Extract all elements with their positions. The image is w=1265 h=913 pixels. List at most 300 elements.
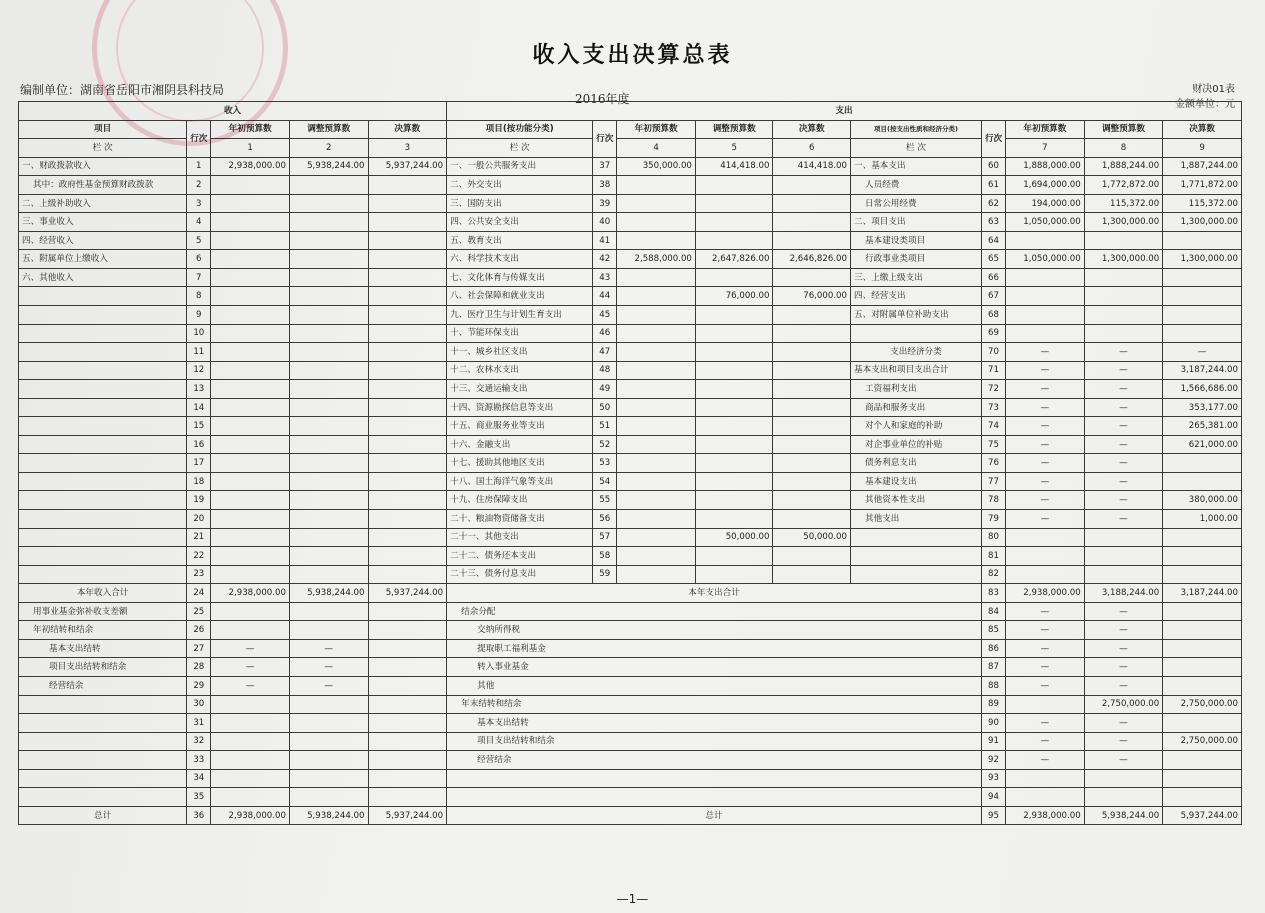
expense-func-final-amount: 414,418.00 [773,157,851,176]
expense-econ-row-no: 68 [981,306,1005,325]
income-row-no: 17 [187,454,211,473]
col-header-final: 决算数 [368,120,447,139]
expense-func-row-no: 54 [593,472,617,491]
expense-summary-item: 年末结转和结余 [447,695,982,714]
expense-func-final-amount: 50,000.00 [773,528,851,547]
expense-initial-budget: 2,938,000.00 [1006,584,1085,603]
income-row-no: 36 [187,806,211,825]
expense-row-no: 86 [981,639,1005,658]
expense-func-item: 二十三、债务付息支出 [447,565,593,584]
summary-row [19,695,1242,714]
expense-final-amount [1163,751,1242,770]
expense-func-final-amount [773,361,851,380]
col-header-item-econ: 项目(按支出性质和经济分类) [851,120,982,139]
income-item [19,788,187,807]
expense-summary-item [447,788,982,807]
expense-func-adjusted-budget: 414,418.00 [695,157,773,176]
expense-summary-item: 基本支出结转 [447,714,982,733]
income-final-amount: 5,937,244.00 [368,806,447,825]
expense-econ-item: 一、基本支出 [851,157,982,176]
expense-func-initial-budget: 350,000.00 [617,157,696,176]
expense-func-initial-budget [617,176,696,195]
income-initial-budget [211,176,290,195]
expense-adjusted-budget [1084,788,1163,807]
income-final-amount [368,250,447,269]
expense-func-item: 十六、金融支出 [447,435,593,454]
expense-econ-item: 商品和服务支出 [851,398,982,417]
expense-econ-row-no: 70 [981,343,1005,362]
expense-econ-initial-budget: 1,888,000.00 [1006,157,1085,176]
expense-summary-item [447,769,982,788]
expense-row-no: 94 [981,788,1005,807]
table-row [19,157,1242,176]
income-item: 本年收入合计 [19,584,187,603]
table-row [19,398,1242,417]
expense-econ-item: 二、项目支出 [851,213,982,232]
income-adjusted-budget [289,380,368,399]
col-index: 3 [368,139,447,158]
income-final-amount [368,565,447,584]
expense-econ-adjusted-budget: — [1084,417,1163,436]
expense-func-item: 十、节能环保支出 [447,324,593,343]
income-item [19,547,187,566]
expense-func-adjusted-budget [695,380,773,399]
expense-func-initial-budget [617,528,696,547]
table-row [19,306,1242,325]
col-header-initial: 年初预算数 [1006,120,1085,139]
expense-econ-final-amount [1163,306,1242,325]
col-index: 1 [211,139,290,158]
income-final-amount [368,268,447,287]
expense-func-final-amount [773,231,851,250]
expense-func-item: 十七、援助其他地区支出 [447,454,593,473]
income-final-amount: 5,937,244.00 [368,584,447,603]
income-initial-budget [211,528,290,547]
expense-econ-item: 债务利息支出 [851,454,982,473]
expense-summary-item: 总计 [447,806,982,825]
income-row-no: 35 [187,788,211,807]
expense-func-item: 三、国防支出 [447,194,593,213]
expense-econ-final-amount [1163,324,1242,343]
income-row-no: 7 [187,268,211,287]
expense-econ-adjusted-budget [1084,287,1163,306]
expense-econ-adjusted-budget: — [1084,380,1163,399]
col-index: 5 [695,139,773,158]
expense-func-row-no: 44 [593,287,617,306]
expense-econ-initial-budget: — [1006,472,1085,491]
expense-func-row-no: 51 [593,417,617,436]
expense-summary-item: 经营结余 [447,751,982,770]
expense-adjusted-budget: — [1084,751,1163,770]
income-initial-budget [211,306,290,325]
expense-func-adjusted-budget [695,306,773,325]
expense-econ-final-amount: 1,887,244.00 [1163,157,1242,176]
expense-summary-item: 其他 [447,676,982,695]
income-initial-budget [211,472,290,491]
expense-econ-row-no: 72 [981,380,1005,399]
expense-final-amount [1163,788,1242,807]
expense-econ-adjusted-budget: — [1084,361,1163,380]
expense-func-initial-budget [617,194,696,213]
expense-econ-final-amount [1163,565,1242,584]
income-adjusted-budget [289,213,368,232]
expense-summary-item: 提取职工福利基金 [447,639,982,658]
income-row-no: 22 [187,547,211,566]
expense-econ-item: 基本建设支出 [851,472,982,491]
income-row-no: 18 [187,472,211,491]
expense-func-row-no: 49 [593,380,617,399]
expense-func-row-no: 43 [593,268,617,287]
income-item: 基本支出结转 [19,639,187,658]
income-initial-budget [211,417,290,436]
expense-summary-item: 结余分配 [447,602,982,621]
income-adjusted-budget [289,287,368,306]
income-item: 六、其他收入 [19,268,187,287]
col-header-rowno: 行次 [187,120,211,157]
col-header-initial: 年初预算数 [617,120,696,139]
form-number: 财决01表 [1192,84,1235,95]
expense-econ-initial-budget: — [1006,380,1085,399]
expense-func-item: 四、公共安全支出 [447,213,593,232]
expense-adjusted-budget [1084,769,1163,788]
main-table-body [19,157,1242,584]
expense-func-item: 十五、商业服务业等支出 [447,417,593,436]
income-final-amount [368,676,447,695]
expense-econ-item: 支出经济分类 [851,343,982,362]
expense-econ-row-no: 60 [981,157,1005,176]
expense-func-final-amount [773,306,851,325]
expense-econ-row-no: 67 [981,287,1005,306]
expense-econ-item: 四、经营支出 [851,287,982,306]
income-initial-budget [211,194,290,213]
expense-econ-item: 工资福利支出 [851,380,982,399]
income-final-amount [368,361,447,380]
expense-econ-adjusted-budget: 1,300,000.00 [1084,250,1163,269]
expense-initial-budget: — [1006,621,1085,640]
income-item: 五、附属单位上缴收入 [19,250,187,269]
col-index: 6 [773,139,851,158]
income-initial-budget [211,547,290,566]
expense-econ-item: 三、上缴上级支出 [851,268,982,287]
expense-econ-adjusted-budget: — [1084,435,1163,454]
expense-func-row-no: 38 [593,176,617,195]
expense-func-adjusted-budget: 76,000.00 [695,287,773,306]
income-initial-budget [211,250,290,269]
expense-econ-final-amount: — [1163,343,1242,362]
expense-econ-final-amount [1163,472,1242,491]
expense-func-initial-budget [617,454,696,473]
table-row [19,417,1242,436]
header-row-sections [19,102,1242,121]
income-initial-budget: — [211,658,290,677]
expense-econ-initial-budget [1006,306,1085,325]
expense-func-adjusted-budget [695,343,773,362]
income-item [19,398,187,417]
expense-initial-budget: — [1006,602,1085,621]
expense-econ-item [851,565,982,584]
expense-econ-final-amount [1163,231,1242,250]
income-adjusted-budget [289,417,368,436]
expense-econ-row-no: 69 [981,324,1005,343]
income-final-amount [368,751,447,770]
expense-func-initial-budget [617,472,696,491]
summary-row [19,676,1242,695]
expense-func-row-no: 45 [593,306,617,325]
expense-econ-adjusted-budget: — [1084,472,1163,491]
expense-initial-budget: — [1006,676,1085,695]
table-row [19,547,1242,566]
income-row-no: 30 [187,695,211,714]
income-adjusted-budget [289,510,368,529]
income-item [19,472,187,491]
income-row-no: 6 [187,250,211,269]
expense-func-row-no: 47 [593,343,617,362]
income-final-amount [368,343,447,362]
expense-econ-item: 对个人和家庭的补助 [851,417,982,436]
expense-econ-item: 日常公用经费 [851,194,982,213]
income-initial-budget [211,435,290,454]
col-index: 7 [1006,139,1085,158]
summary-row [19,602,1242,621]
income-final-amount [368,194,447,213]
expense-econ-final-amount: 353,177.00 [1163,398,1242,417]
expense-econ-item: 基本建设类项目 [851,231,982,250]
expense-econ-final-amount: 1,566,686.00 [1163,380,1242,399]
expense-initial-budget [1006,695,1085,714]
expense-econ-final-amount: 1,000.00 [1163,510,1242,529]
expense-func-item: 十二、农林水支出 [447,361,593,380]
income-final-amount [368,306,447,325]
income-final-amount [368,769,447,788]
summary-row [19,584,1242,603]
income-adjusted-budget [289,695,368,714]
income-final-amount [368,788,447,807]
income-adjusted-budget: 5,938,244.00 [289,157,368,176]
income-item: 经营结余 [19,676,187,695]
income-initial-budget [211,695,290,714]
expense-initial-budget: — [1006,732,1085,751]
lanci-label: 栏 次 [19,139,187,158]
expense-summary-item: 转入事业基金 [447,658,982,677]
income-adjusted-budget [289,491,368,510]
col-header-final: 决算数 [1163,120,1242,139]
income-section-header: 收入 [19,102,447,121]
expense-econ-adjusted-budget [1084,306,1163,325]
expense-func-item: 六、科学技术支出 [447,250,593,269]
expense-func-initial-budget [617,380,696,399]
col-header-adjusted: 调整预算数 [1084,120,1163,139]
income-final-amount [368,213,447,232]
income-initial-budget [211,491,290,510]
expense-func-row-no: 58 [593,547,617,566]
col-header-rowno: 行次 [593,120,617,157]
income-row-no: 1 [187,157,211,176]
income-item [19,380,187,399]
expense-econ-item: 行政事业类项目 [851,250,982,269]
expense-econ-row-no: 79 [981,510,1005,529]
income-initial-budget [211,510,290,529]
income-adjusted-budget [289,565,368,584]
expense-row-no: 85 [981,621,1005,640]
income-row-no: 14 [187,398,211,417]
expense-func-final-amount [773,343,851,362]
expense-summary-item: 交纳所得税 [447,621,982,640]
income-item: 用事业基金弥补收支差额 [19,602,187,621]
expense-func-row-no: 53 [593,454,617,473]
expense-econ-item [851,324,982,343]
expense-adjusted-budget: — [1084,676,1163,695]
income-row-no: 32 [187,732,211,751]
expense-econ-row-no: 63 [981,213,1005,232]
expense-econ-row-no: 65 [981,250,1005,269]
income-adjusted-budget [289,231,368,250]
expense-econ-row-no: 74 [981,417,1005,436]
income-initial-budget [211,268,290,287]
expense-func-adjusted-budget [695,510,773,529]
col-index: 8 [1084,139,1163,158]
expense-econ-initial-budget [1006,565,1085,584]
income-adjusted-budget [289,769,368,788]
income-final-amount [368,324,447,343]
income-row-no: 13 [187,380,211,399]
income-final-amount [368,491,447,510]
expense-econ-final-amount [1163,454,1242,473]
expense-func-adjusted-budget [695,194,773,213]
expense-final-amount: 5,937,244.00 [1163,806,1242,825]
currency-unit: 金额单位：元 [1175,99,1235,110]
expense-econ-final-amount [1163,547,1242,566]
income-initial-budget [211,231,290,250]
table-row [19,213,1242,232]
income-initial-budget: 2,938,000.00 [211,584,290,603]
income-final-amount [368,417,447,436]
table-row [19,231,1242,250]
summary-row [19,714,1242,733]
table-row [19,268,1242,287]
col-index: 9 [1163,139,1242,158]
expense-func-initial-budget [617,417,696,436]
income-final-amount [368,510,447,529]
income-row-no: 10 [187,324,211,343]
expense-econ-row-no: 80 [981,528,1005,547]
income-row-no: 29 [187,676,211,695]
expense-func-item: 二十、粮油物资储备支出 [447,510,593,529]
income-final-amount [368,231,447,250]
col-header-rowno: 行次 [981,120,1005,157]
expense-econ-item: 基本支出和项目支出合计 [851,361,982,380]
expense-func-initial-budget [617,491,696,510]
expense-func-final-amount: 2,646,826.00 [773,250,851,269]
income-adjusted-budget [289,435,368,454]
expense-func-adjusted-budget [695,231,773,250]
income-adjusted-budget [289,732,368,751]
expense-func-adjusted-budget [695,213,773,232]
income-final-amount [368,732,447,751]
income-initial-budget [211,380,290,399]
income-item [19,751,187,770]
expense-econ-item [851,547,982,566]
table-row [19,250,1242,269]
income-initial-budget [211,751,290,770]
income-item: 总计 [19,806,187,825]
expense-final-amount: 3,187,244.00 [1163,584,1242,603]
income-initial-budget: — [211,639,290,658]
income-adjusted-budget [289,268,368,287]
income-item: 项目支出结转和结余 [19,658,187,677]
header-row-columns [19,120,1242,139]
expense-econ-initial-budget [1006,547,1085,566]
income-row-no: 28 [187,658,211,677]
income-final-amount [368,602,447,621]
expense-econ-adjusted-budget: — [1084,398,1163,417]
expense-final-amount [1163,658,1242,677]
expense-func-adjusted-budget [695,398,773,417]
expense-func-item: 二、外交支出 [447,176,593,195]
expense-func-item: 十四、资源勘探信息等支出 [447,398,593,417]
expense-econ-item: 五、对附属单位补助支出 [851,306,982,325]
expense-econ-adjusted-budget: — [1084,510,1163,529]
expense-func-initial-budget [617,547,696,566]
expense-func-final-amount [773,417,851,436]
expense-func-row-no: 52 [593,435,617,454]
income-final-amount [368,380,447,399]
expense-summary-item: 项目支出结转和结余 [447,732,982,751]
expense-econ-row-no: 82 [981,565,1005,584]
table-row [19,324,1242,343]
income-item [19,528,187,547]
expense-func-initial-budget [617,287,696,306]
expense-econ-adjusted-budget [1084,268,1163,287]
expense-func-initial-budget [617,510,696,529]
expense-adjusted-budget: 2,750,000.00 [1084,695,1163,714]
expense-func-row-no: 56 [593,510,617,529]
expense-econ-row-no: 75 [981,435,1005,454]
income-item [19,287,187,306]
col-header-adjusted: 调整预算数 [695,120,773,139]
expense-func-item: 七、文化体育与传媒支出 [447,268,593,287]
income-initial-budget [211,398,290,417]
income-initial-budget [211,788,290,807]
expense-func-initial-budget [617,268,696,287]
income-item [19,435,187,454]
expense-row-no: 89 [981,695,1005,714]
income-initial-budget [211,454,290,473]
expense-func-final-amount: 76,000.00 [773,287,851,306]
expense-func-final-amount [773,547,851,566]
income-adjusted-budget [289,602,368,621]
income-row-no: 33 [187,751,211,770]
income-final-amount [368,621,447,640]
expense-func-item: 十三、交通运输支出 [447,380,593,399]
table-row [19,435,1242,454]
expense-func-adjusted-budget [695,268,773,287]
expense-func-final-amount [773,565,851,584]
income-adjusted-budget [289,306,368,325]
table-row [19,565,1242,584]
expense-econ-final-amount [1163,268,1242,287]
summary-row [19,788,1242,807]
expense-econ-row-no: 81 [981,547,1005,566]
income-item [19,417,187,436]
summary-row [19,621,1242,640]
expense-row-no: 88 [981,676,1005,695]
summary-row [19,658,1242,677]
expense-econ-adjusted-budget: — [1084,454,1163,473]
expense-econ-item: 人员经费 [851,176,982,195]
expense-func-initial-budget [617,398,696,417]
income-adjusted-budget [289,454,368,473]
expense-econ-initial-budget [1006,268,1085,287]
